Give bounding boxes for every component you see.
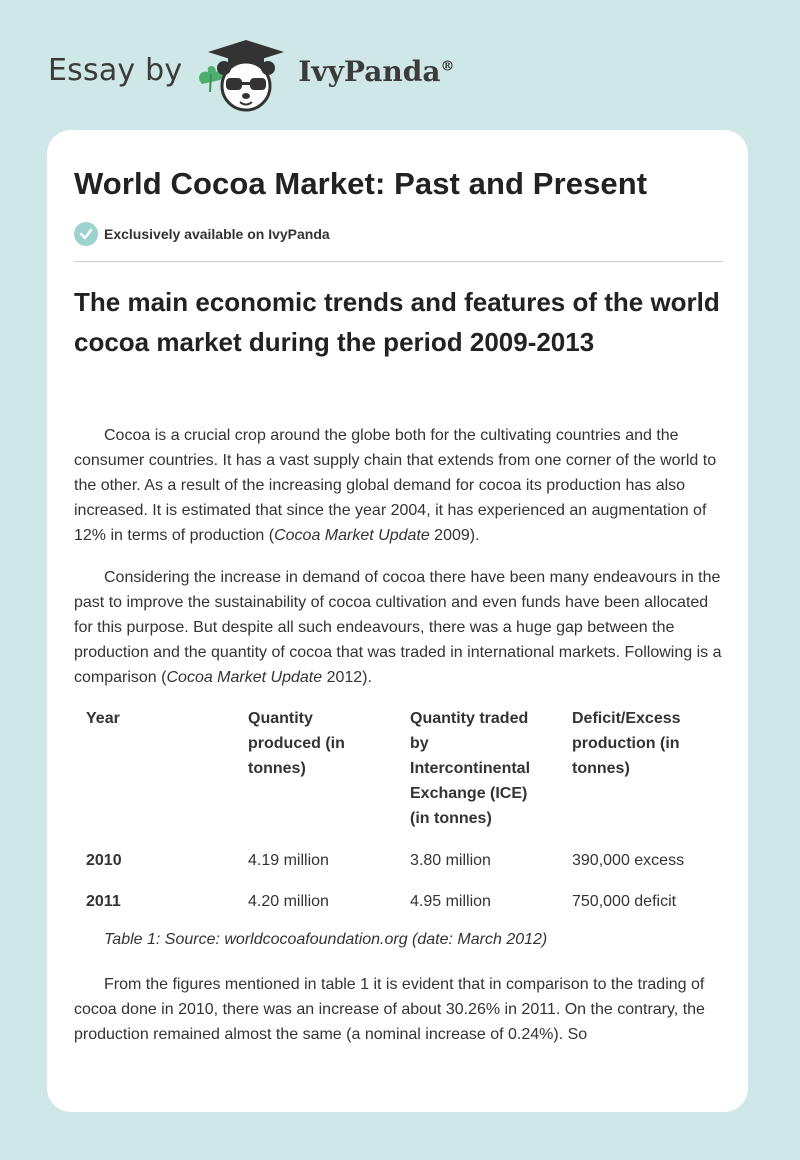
table-header-row — [74, 704, 723, 845]
column-header: Deficit/Excess production (in tonnes) — [572, 710, 681, 777]
table-cell: 750,000 deficit — [572, 893, 677, 910]
badge-label: Exclusively available on IvyPanda — [104, 226, 330, 242]
data-table — [74, 704, 723, 927]
article-card — [47, 130, 748, 1112]
table-row — [74, 845, 723, 886]
panda-mascot-icon — [196, 34, 292, 114]
paragraph-1: Cocoa is a crucial crop around the globe both for the cultivating countries and the consumer countries. It has a vast supply chain that extends from one corner of the world to the other. As a result of the increasing global demand for cocoa its production has also increased. It is estimated that since the year 2004, it has experienced an augmentation of 12% in terms of production (Cocoa Market Update 2009). — [74, 427, 717, 544]
table-cell: 4.19 million — [248, 852, 329, 869]
logo-brand: IvyPanda® — [298, 54, 455, 88]
citation: Cocoa Market Update — [166, 669, 323, 686]
paragraph-2: Considering the increase in demand of cocoa there have been many endeavours in the past to improve the sustainability of cocoa cultivation and even funds have been allocated for this purpose. But despite all such endeavours, there was a huge gap between the production and the quantity of cocoa that was traded in international markets. Following is a comparison (Cocoa Market Update 2012). — [74, 569, 722, 686]
check-icon — [74, 222, 98, 246]
table-caption: Table 1: Source: worldcocoafoundation.org (date: March 2012) — [104, 931, 548, 948]
table-row — [74, 886, 723, 927]
site-logo[interactable] — [48, 34, 508, 114]
table-cell: 3.80 million — [410, 852, 491, 869]
section-heading: The main economic trends and features of the world cocoa market during the period 2009-2013 — [74, 287, 720, 357]
column-header: Quantity traded by Intercontinental Exchange (ICE) (in tonnes) — [410, 710, 531, 827]
paragraph-3: From the figures mentioned in table 1 it is evident that in comparison to the trading of cocoa done in 2010, there was an increase of about 30.26% in 2011. On the contrary, the production remained almost the same (a nominal increase of 0.24%). So — [74, 976, 705, 1043]
exclusive-badge — [74, 222, 330, 246]
table-cell: 390,000 excess — [572, 852, 685, 869]
page-title: World Cocoa Market: Past and Present — [74, 166, 648, 201]
column-header: Year — [86, 710, 120, 727]
table-cell: 2011 — [86, 893, 121, 910]
table-cell: 2010 — [86, 852, 122, 869]
column-header: Quantity produced (in tonnes) — [248, 710, 345, 777]
logo-prefix: Essay by — [48, 52, 183, 88]
table-cell: 4.20 million — [248, 893, 329, 910]
divider — [74, 261, 723, 262]
citation: Cocoa Market Update — [274, 527, 430, 544]
table-cell: 4.95 million — [410, 893, 491, 910]
